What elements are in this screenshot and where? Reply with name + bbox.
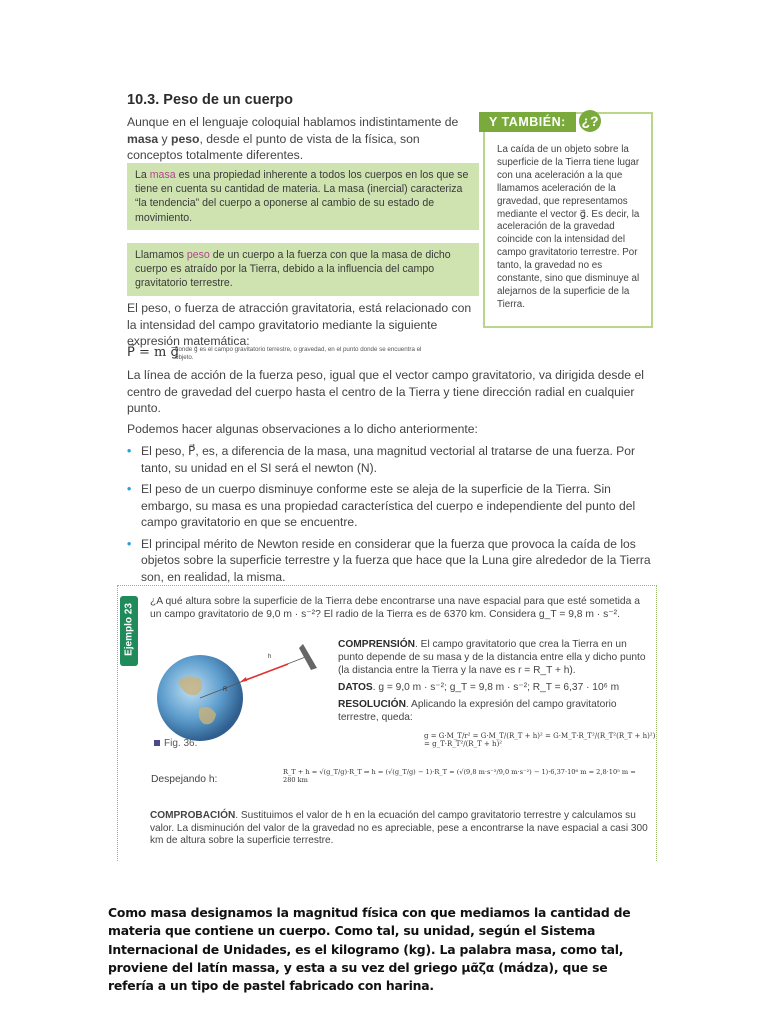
solve-label: Despejando h:: [151, 774, 218, 785]
square-icon: [154, 740, 160, 746]
intro-paragraph: Aunque en el lenguaje coloquial hablamos indistintamente de masa y peso, desde el punto de vista de la física, son conceptos totalmente diferentes.: [127, 115, 459, 162]
peso-paragraph: El peso, o fuerza de atracción gravitatoria, está relacionado con la intensidad del campo gravitatorio mediante la siguiente expresión matemática:: [127, 301, 472, 348]
masa-definition-box: La masa es una propiedad inherente a todos los cuerpos en los que se tiene en cuenta su cantidad de materia. La masa (inercial) caracteriza “la tendencia” del cuerpo a oponerse al cambio de su estado de movimiento.: [127, 163, 479, 230]
sidebar-box: [483, 112, 653, 328]
bullet-icon: •: [127, 536, 132, 551]
linea-paragraph: La línea de acción de la fuerza peso, igual que el vector campo gravitatorio, va dirigida desde el centro de gravedad del cuerpo hasta el centro de la Tierra y tiene dirección radial en cualquier punto.: [127, 368, 644, 415]
peso-definition-box: Llamamos peso de un cuerpo a la fuerza con que la masa de dicho cuerpo es atraído por la Tierra, debido a la influencia del campo gravitatorio terrestre.: [127, 243, 479, 296]
example-tab: [120, 596, 138, 666]
list-item: • El peso, P⃗, es, a diferencia de la masa, una magnitud vectorial al tratarse de una fuerza. Por tanto, su unidad en el SI será el newton (N).: [127, 444, 636, 475]
verification-text: COMPROBACIÓN. Sustituimos el valor de h en la ecuación del campo gravitatorio terrestre y calculamos su valor. La disminución del valor de la gravedad no es apreciable, pese a encontrarse la nave espacial a casi 300 km de altura sobre la superficie terrestre.: [150, 810, 648, 846]
height-equation: R_T + h = √(g_T/g)·R_T ⇒ h = (√(g_T/g) − 1)·R_T = (√(9,8 m·s⁻²/9,0 m·s⁻²) − 1)·6,37·10⁶ m = 2,8·10⁵ m = 280 km: [283, 768, 636, 784]
section-title: 10.3. Peso de un cuerpo: [127, 92, 293, 108]
question-icon: ¿?: [579, 110, 601, 132]
gravity-equation: g = G·M_T/r² = G·M_T/(R_T + h)² = G·M_T·R_T²/(R_T²(R_T + h)²) = g_T·R_T²/(R_T + h)²: [424, 732, 656, 748]
formula-note: donde g⃗ es el campo gravitatorio terrestre, o gravedad, en el punto donde se encuentra el objeto.: [175, 346, 422, 361]
observations-intro: Podemos hacer algunas observaciones a lo dicho anteriormente:: [127, 422, 478, 436]
sidebar-header: Y TAMBIÉN:: [479, 112, 576, 132]
caption-text: Como masa designamos la magnitud física con que mediamos la cantidad de materia que contiene un cuerpo. Como tal, su unidad, según el Sistema Internacional de Unidades, es el kilogramo (kg). La palabra masa, como tal, proviene del latín massa, y esta a su vez del griego μᾶζα (mádza), que se refería a un tipo de pastel fabricado con harina.: [108, 905, 631, 994]
example-box: [117, 585, 657, 861]
list-item: • El principal mérito de Newton reside en considerar que la fuerza que provoca la caída de los objetos sobre la superficie terrestre y la fuerza que hace que la Luna gire alrededor de la Tierra son, en realidad, la misma.: [127, 536, 651, 584]
observations-list: [127, 443, 657, 590]
weight-formula: P⃗ = m g⃗: [127, 345, 179, 360]
earth-spacecraft-figure: [138, 636, 328, 741]
sidebar-text: La caída de un objeto sobre la superficie de la Tierra tiene lugar con una aceleración a la que llamamos aceleración de la gravedad, que representamos mediante el vector g⃗. Es decir, la aceleración de la gravedad coincide con la intensidad del campo gravitatorio terrestre. Por tanto, la gravedad no es constante, sino que disminuye al alejarnos de la superficie de la Tierra.: [497, 144, 640, 310]
bullet-icon: •: [127, 444, 132, 458]
example-solution: COMPRENSIÓN. El campo gravitatorio que crea la Tierra en un punto depende de su masa y de la distancia entre ella y dicho punto (la distancia entre la Tierra y la nave es r = R_T + h). DATOS. g = 9,0 m · s⁻²; g_T = 9,8 m · s⁻²; R_T = 6,37 · 10⁶ m RESOLUCIÓN. Aplicando la expresión del campo gravitatorio terrestre, queda:: [338, 639, 646, 723]
svg-text:R: R: [223, 687, 228, 693]
example-tab-label: Ejemplo 23: [123, 603, 135, 656]
svg-text:h: h: [268, 654, 272, 660]
figure-caption: Fig. 36.: [154, 738, 197, 749]
example-question: ¿A qué altura sobre la superficie de la Tierra debe encontrarse una nave espacial para que esté sometida a un campo gravitatorio de 9,0 m · s⁻²? El radio de la Tierra es de 6370 km. Considera g_T = 9,8 m · s⁻².: [150, 596, 640, 620]
bullet-icon: •: [127, 482, 132, 496]
list-item: • El peso de un cuerpo disminuye conforme este se aleja de la superficie de la Tierra. Sin embargo, su masa es una propiedad característica del cuerpo e independiente del punto del campo gravitatorio en que se encuentre.: [127, 482, 636, 529]
